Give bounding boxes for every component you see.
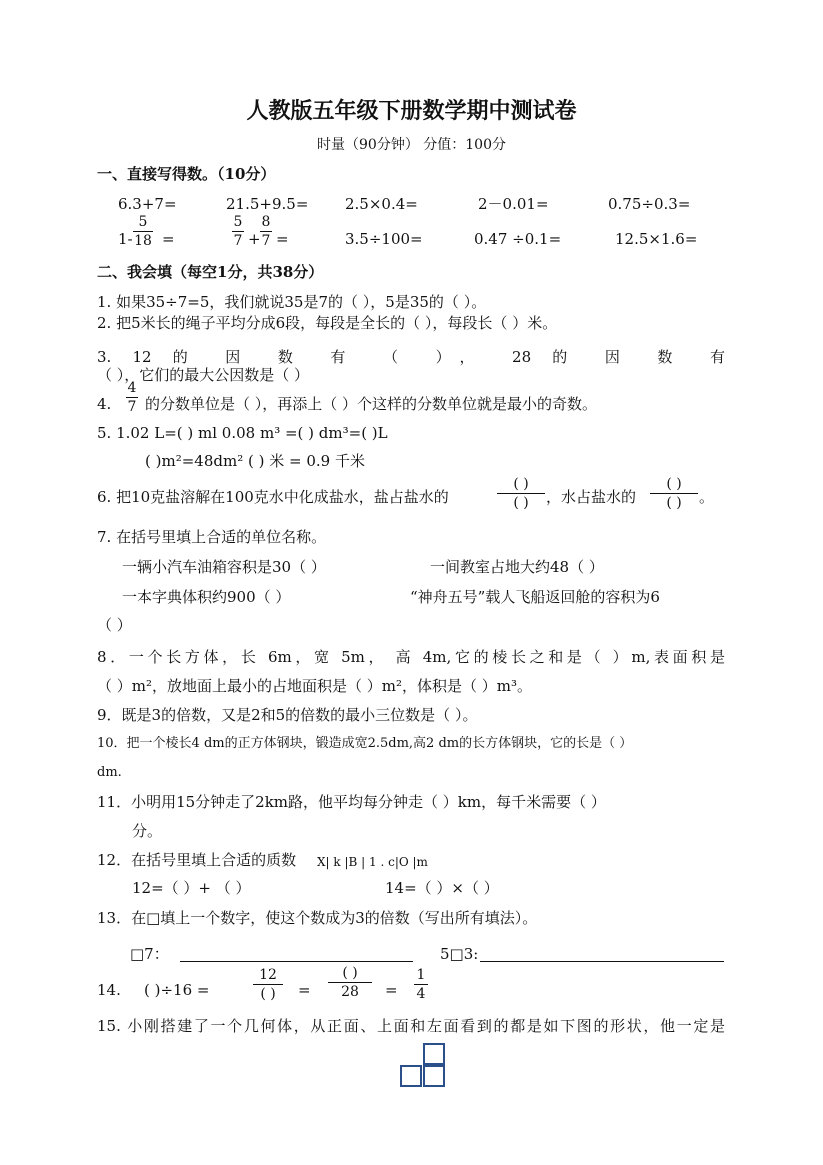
question-9: 9．既是3的倍数，又是2和5的倍数的最小三位数是（ ）。 xyxy=(97,706,478,724)
numerator-blank: ( ) xyxy=(666,476,682,492)
plus-sign: + xyxy=(248,230,261,248)
numerator: 1 xyxy=(416,967,426,983)
numerator: 8 xyxy=(261,214,271,230)
calc-6-equals: = xyxy=(162,230,175,248)
denominator-blank: ( ) xyxy=(260,986,276,1002)
question-13-a: □7： xyxy=(130,945,169,963)
question-12-line-1: 12．在括号里填上合适的质数 xyxy=(97,851,297,869)
question-7-e: （ ） xyxy=(97,616,132,634)
fraction-12-blank xyxy=(253,967,283,1002)
question-11-line-2: 分。 xyxy=(132,822,163,840)
question-7-d: “神舟五号”载人飞船返回舱的容积为6 xyxy=(410,588,660,606)
calc-6-prefix: 1- xyxy=(118,230,133,248)
question-12-b: 14=（ ）×（ ） xyxy=(385,879,499,897)
denominator: 7 xyxy=(127,399,137,415)
answer-line-13-a xyxy=(180,961,413,962)
section-1-heading: 一、直接写得数。（10分） xyxy=(97,165,276,183)
denominator: 4 xyxy=(416,986,426,1002)
calc-2: 21.5+9.5= xyxy=(226,195,309,213)
answer-line-13-b xyxy=(480,961,724,962)
fraction-bar xyxy=(260,231,272,232)
calc-9: 0.47 ÷0.1= xyxy=(474,230,562,248)
denominator: 28 xyxy=(341,984,359,1000)
block-cell xyxy=(423,1065,445,1087)
calc-5: 0.75÷0.3= xyxy=(608,195,691,213)
fraction-bar xyxy=(650,493,698,494)
question-7-a: 一辆小汽车油箱容积是30（ ） xyxy=(122,558,326,576)
question-5-line-1: 5. 1.02 L=( ) ml 0.08 m³ =( ) dm³=( )L xyxy=(97,424,388,442)
numerator-blank: ( ) xyxy=(513,476,529,492)
block-cell xyxy=(423,1043,445,1065)
question-7: 7. 在括号里填上合适的单位名称。 xyxy=(97,528,327,546)
question-7-c: 一本字典体积约900（ ） xyxy=(122,588,291,606)
fraction-blank-water xyxy=(650,476,698,511)
denominator: 7 xyxy=(261,233,271,249)
calc-7-equals: = xyxy=(276,230,289,248)
numerator: 4 xyxy=(127,380,137,396)
page-title: 人教版五年级下册数学期中测试卷 xyxy=(246,98,577,124)
section-2-heading: 二、我会填（每空1分，共38分） xyxy=(97,263,324,281)
question-6-text: 6. 把10克盐溶解在100克水中化成盐水，盐占盐水的 xyxy=(97,488,449,506)
fraction-bar xyxy=(126,397,138,398)
fraction-4-7 xyxy=(126,380,138,415)
question-3-line-2: （ ），它们的最大公因数是（ ） xyxy=(97,366,310,384)
question-6-end: 。 xyxy=(699,488,715,506)
fraction-blank-salt xyxy=(497,476,545,511)
question-13: 13．在□填上一个数字，使这个数成为3的倍数（写出所有填法）。 xyxy=(97,909,538,927)
denominator: 18 xyxy=(134,233,152,249)
denominator: 7 xyxy=(233,233,243,249)
numerator-blank: ( ) xyxy=(342,965,358,981)
question-11-line-1: 11．小明用15分钟走了2km路，他平均每分钟走（ ）km，每千米需要（ ） xyxy=(97,793,606,811)
question-10-line-1: 10．把一个棱长4 dm的正方体钢块，锻造成宽2.5dm,高2 dm的长方体钢块，它的长是（ ） xyxy=(97,736,633,751)
numerator: 5 xyxy=(138,214,148,230)
fraction-5-7 xyxy=(232,214,244,249)
question-6-text-2: ，水占盐水的 xyxy=(546,488,637,506)
calc-8: 3.5÷100= xyxy=(345,230,423,248)
fraction-5-18 xyxy=(133,214,153,249)
question-12-a: 12=（ ）+ （ ） xyxy=(132,879,251,897)
fraction-bar xyxy=(253,984,283,985)
question-14-number: 14. xyxy=(97,981,121,999)
fraction-bar xyxy=(497,493,545,494)
calc-3: 2.5×0.4= xyxy=(345,195,418,213)
fraction-8-7 xyxy=(260,214,272,249)
question-13-b: 5□3: xyxy=(440,945,479,963)
question-4-text: 的分数单位是（ ），再添上（ ）个这样的分数单位就是最小的奇数。 xyxy=(145,395,598,413)
page-subtitle: 时量（90分钟） 分值：100分 xyxy=(317,137,506,153)
numerator: 5 xyxy=(233,214,243,230)
question-14-expr: ( )÷16 = xyxy=(144,981,210,999)
calc-1: 6.3+7= xyxy=(118,195,177,213)
question-3-line-1: 3. 12 的 因 数 有 （ ）， 28 的 因 数 有 xyxy=(97,348,725,366)
question-8-line-2: （ ）m²，放地面上最小的占地面积是（ ）m²，体积是（ ）m³。 xyxy=(97,677,533,695)
fraction-bar xyxy=(232,231,244,232)
fraction-bar xyxy=(133,231,153,232)
question-5-line-2: ( )m²=48dm² ( ) 米 = 0.9 千米 xyxy=(145,452,365,470)
fraction-bar xyxy=(328,982,372,983)
fraction-blank-28 xyxy=(328,965,372,1000)
question-7-b: 一间教室占地大约48（ ） xyxy=(430,558,604,576)
question-15: 15. 小刚搭建了一个几何体，从正面、上面和左面看到的都是如下图的形状，他一定是 xyxy=(97,1017,725,1035)
equals-1: = xyxy=(298,981,311,999)
numerator: 12 xyxy=(259,967,277,983)
question-4-number: 4. xyxy=(97,395,112,413)
fraction-bar xyxy=(414,984,428,985)
calc-10: 12.5×1.6= xyxy=(615,230,698,248)
calc-4: 2－0.01= xyxy=(478,195,549,213)
block-cell xyxy=(400,1065,422,1087)
question-1: 1. 如果35÷7=5，我们就说35是7的（ ），5是35的（ ）。 xyxy=(97,293,487,311)
question-10-line-2: dm. xyxy=(97,765,122,780)
question-8-line-1: 8．一个长方体，长 6m，宽 5m， 高 4m,它的棱长之和是（ ）m,表面积是 xyxy=(97,648,725,666)
equals-2: = xyxy=(385,981,398,999)
watermark-text: X| k |B | 1 . c|O |m xyxy=(317,855,428,869)
denominator-blank: ( ) xyxy=(513,495,529,511)
question-2: 2. 把5米长的绳子平均分成6段，每段是全长的（ ），每段长（ ）米。 xyxy=(97,314,558,332)
fraction-1-4 xyxy=(414,967,428,1002)
denominator-blank: ( ) xyxy=(666,495,682,511)
